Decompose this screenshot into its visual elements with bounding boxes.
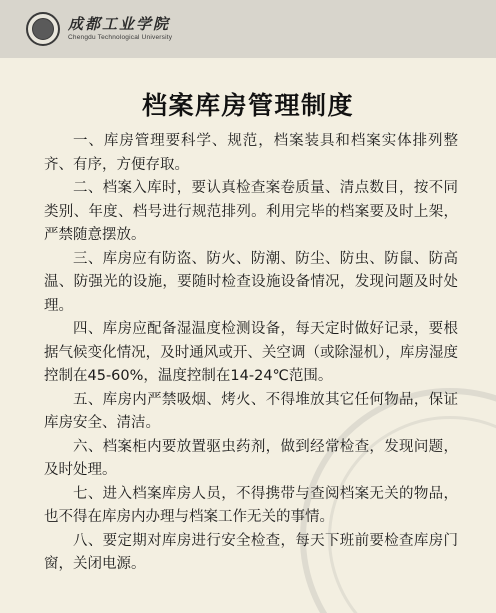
clause-3: 三、库房应有防盗、防火、防潮、防尘、防虫、防鼠、防高温、防强光的设施，要随时检查设施设备情况，发现问题及时处理。 (44, 250, 458, 314)
clause-6: 六、档案柜内要放置驱虫药剂，做到经常检查，发现问题，及时处理。 (44, 438, 458, 478)
clause-5: 五、库房内严禁吸烟、烤火、不得堆放其它任何物品，保证库房安全、清洁。 (44, 391, 458, 431)
clause-1: 一、库房管理要科学、规范，档案装具和档案实体排列整齐、有序，方便存取。 (44, 133, 458, 173)
header-band (0, 0, 496, 58)
clause-8: 八、要定期对库房进行安全检查，每天下班前要检查库房门窗，关闭电源。 (44, 532, 458, 572)
clause-4: 四、库房应配备湿温度检测设备，每天定时做好记录，要根据气候变化情况，及时通风或开、关空调（或除湿机），库房湿度控制在45-60%，温度控制在14-24℃范围。 (44, 321, 458, 384)
school-name-en: Chengdu Technological University (68, 34, 173, 41)
clause-2: 二、档案入库时，要认真检查案卷质量、清点数目，按不同类别、年度、档号进行规范排列。利用完毕的档案要及时上架，严禁随意摆放。 (44, 180, 458, 243)
clause-7: 七、进入档案库房人员，不得携带与查阅档案无关的物品，也不得在库房内办理与档案工作无关的事情。 (44, 485, 458, 525)
school-name (68, 16, 172, 42)
school-seal-logo (26, 12, 60, 46)
school-name-cn: 成都工业学院 (68, 15, 171, 33)
clause-list (44, 130, 458, 577)
page-title: 档案库房管理制度 (141, 91, 354, 120)
